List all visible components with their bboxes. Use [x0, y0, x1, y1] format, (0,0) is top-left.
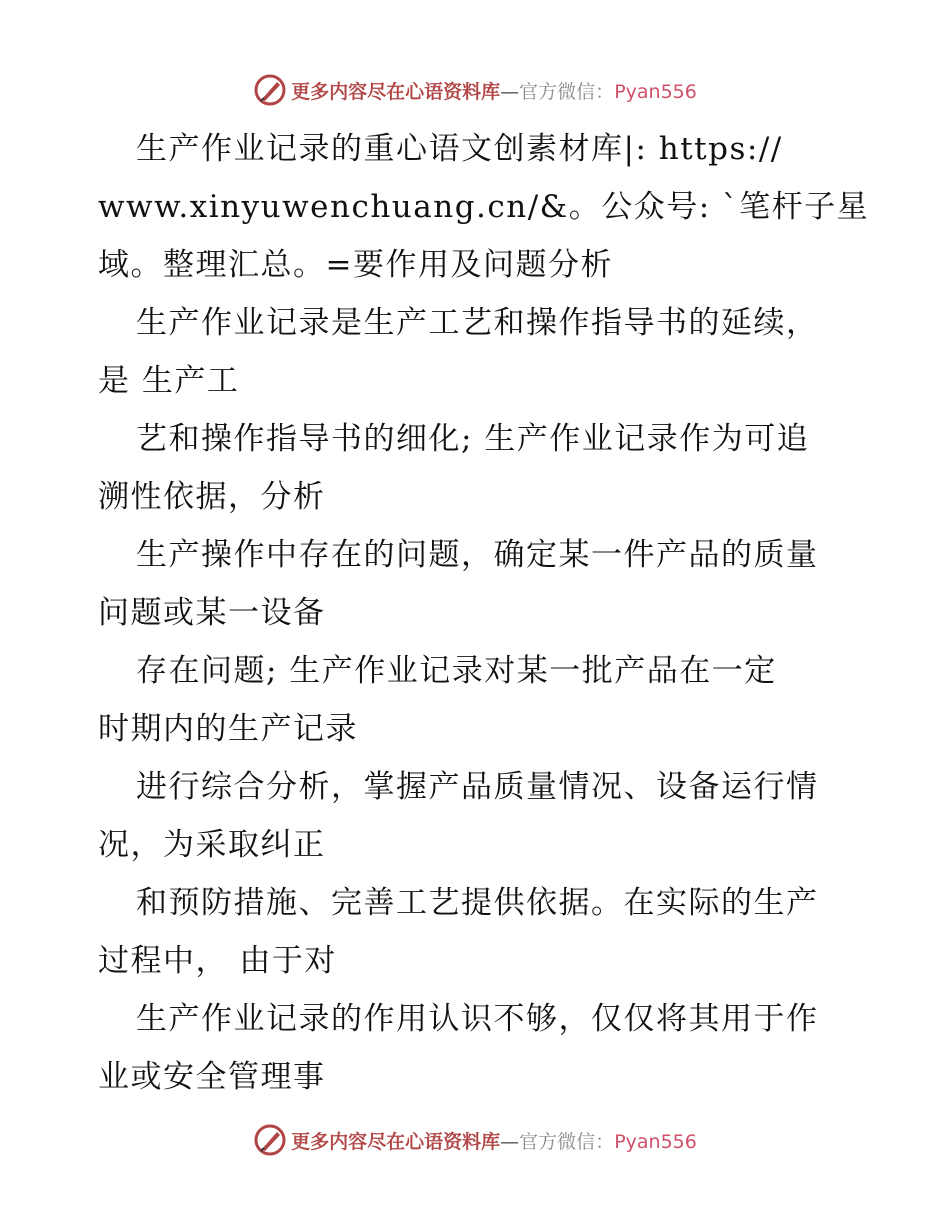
body-line: 溯性依据，分析: [98, 479, 326, 515]
footer-brand-text: 更多内容尽在心语资料库: [291, 1130, 501, 1153]
footer-wechat-id: Pyan556: [614, 1130, 697, 1153]
header-wechat-id: Pyan556: [614, 80, 697, 103]
footer-label: 官方微信：: [519, 1130, 615, 1153]
body-line: 生产作业记录的作用认识不够，仅仅将其用于作: [136, 1001, 819, 1037]
body-line: 时期内的生产记录: [98, 711, 358, 747]
body-line: 域。整理汇总。=要作用及问题分析: [98, 247, 613, 283]
body-line: 存在问题; 生产作业记录对某一批产品在一定: [136, 653, 777, 689]
document-body: [98, 120, 870, 1106]
body-line: 生产操作中存在的问题，确定某一件产品的质量: [136, 537, 819, 573]
body-line: 问题或某一设备: [98, 595, 326, 631]
body-line: 进行综合分析，掌握产品质量情况、设备运行情: [136, 769, 819, 805]
body-line: www.xinyuwenchuang.cn/&。公众号: `笔杆子星: [98, 189, 870, 225]
body-line: 和预防措施、完善工艺提供依据。在实际的生产: [136, 885, 819, 921]
body-line: 生产作业记录的重心语文创素材库|: https://: [136, 131, 783, 167]
body-line: 艺和操作指导书的细化; 生产作业记录作为可追: [136, 421, 810, 457]
header-dash: —: [500, 80, 520, 103]
body-line: 生产作业记录是生产工艺和操作指导书的延续，: [136, 305, 819, 341]
body-line: 是 生产工: [98, 363, 240, 399]
body-line: 过程中， 由于对: [98, 943, 337, 979]
header-banner: [0, 70, 950, 110]
body-line: 业或安全管理事: [98, 1059, 326, 1095]
body-line: 况，为采取纠正: [98, 827, 326, 863]
header-label: 官方微信：: [519, 80, 615, 103]
header-brand-text: 更多内容尽在心语资料库: [291, 80, 501, 103]
quill-logo-icon: [253, 1123, 287, 1157]
footer-dash: —: [500, 1130, 520, 1153]
footer-banner: [0, 1120, 950, 1160]
quill-logo-icon: [253, 73, 287, 107]
